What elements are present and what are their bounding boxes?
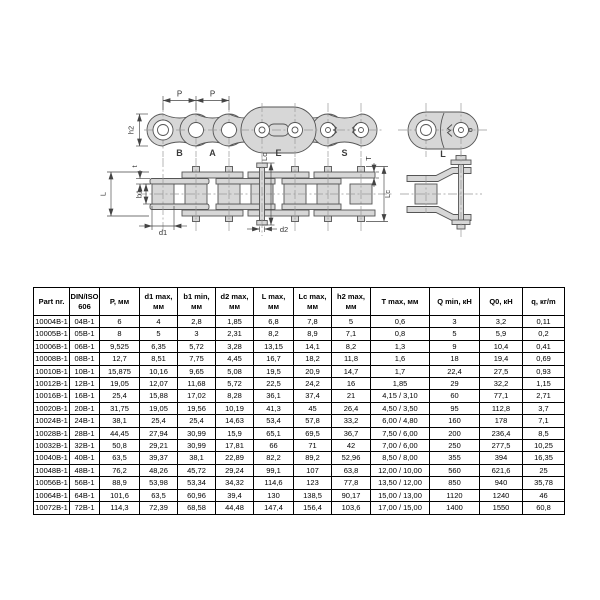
table-cell: 11,68 (178, 378, 216, 390)
table-cell: 107 (294, 464, 332, 476)
table-cell: 88,9 (100, 477, 140, 489)
table-cell: 1400 (430, 502, 480, 514)
table-cell: 6,8 (254, 316, 294, 328)
col-header-line1: d1 max, (144, 292, 173, 302)
dim-t (130, 165, 150, 193)
table-cell: 10012B-1 (35, 379, 68, 389)
table-cell: 22,89 (216, 452, 254, 464)
table-cell: 72,39 (140, 502, 178, 514)
table-cell: 25,4 (140, 415, 178, 427)
table-cell: 29,24 (216, 464, 254, 476)
table-cell: 3 (178, 328, 216, 340)
col-header-12 (523, 288, 565, 316)
table-cell: 250 (430, 440, 480, 452)
table-cell: 10005B-1 (35, 329, 68, 339)
table-cell: 04B-1 (70, 316, 100, 328)
dim-b1 (135, 184, 152, 204)
table-cell: 7,8 (294, 316, 332, 328)
table-cell: 38,1 (100, 415, 140, 427)
table-cell: 101,6 (100, 489, 140, 501)
col-header-line2: 606 (78, 301, 91, 311)
table-cell: 560 (430, 464, 480, 476)
link-label-e: E (275, 148, 282, 158)
table-cell: 15,88 (140, 390, 178, 402)
table-cell: 178 (480, 415, 523, 427)
dim-label-h2: h2 (126, 125, 136, 135)
table-cell: 3,28 (216, 340, 254, 352)
table-cell: 95 (430, 402, 480, 414)
table-row (34, 440, 565, 452)
dim-label-t-plate: T (364, 156, 373, 161)
chain-technical-drawing (0, 0, 600, 282)
table-cell: 8,2 (332, 340, 371, 352)
table-cell: 10056B-1 (35, 478, 68, 488)
table-cell: 60 (430, 390, 480, 402)
table-cell: 10048B-1 (35, 465, 68, 475)
table-cell: 41,3 (254, 402, 294, 414)
col-header-line1: DIN/ISO (70, 292, 99, 302)
table-cell: 12,07 (140, 378, 178, 390)
dim-label-lc-mid: Lc (260, 153, 269, 161)
table-cell: 20B-1 (70, 402, 100, 414)
table-header (34, 288, 565, 316)
table-cell: 48,26 (140, 464, 178, 476)
link-label-l: L (440, 149, 446, 159)
col-header-line1: q, кг/m (531, 296, 556, 306)
table-cell: 39,4 (216, 489, 254, 501)
table-cell: 394 (480, 452, 523, 464)
table-row (34, 340, 565, 352)
table-row (34, 464, 565, 476)
table-cell: 8,9 (294, 328, 332, 340)
table-cell: 24B-1 (70, 415, 100, 427)
table-cell: 72B-1 (70, 502, 100, 514)
table-cell: 236,4 (480, 427, 523, 439)
table-cell: 38,1 (178, 452, 216, 464)
table-cell: 18 (430, 353, 480, 365)
table-cell: 77,8 (332, 477, 371, 489)
table-cell: 27,5 (480, 365, 523, 377)
table-cell: 28B-1 (70, 427, 100, 439)
table-cell: 19,5 (254, 365, 294, 377)
table-cell: 123 (294, 477, 332, 489)
table-cell: 10,19 (216, 402, 254, 414)
dim-label-d2: d2 (279, 225, 289, 234)
table-cell: 16B-1 (70, 390, 100, 402)
table-cell: 52,96 (332, 452, 371, 464)
table-cell: 30,99 (178, 440, 216, 452)
dim-label-lc-right: Lc (383, 190, 392, 198)
table-body (34, 316, 565, 515)
table-cell: 53,98 (140, 477, 178, 489)
table-row (34, 390, 565, 402)
header-row (34, 288, 565, 316)
table-cell: 89,2 (294, 452, 332, 464)
table-cell: 71 (294, 440, 332, 452)
table-cell: 36,1 (254, 390, 294, 402)
table-cell: 5 (430, 328, 480, 340)
table-cell: 39,37 (140, 452, 178, 464)
table-cell: 19,4 (480, 353, 523, 365)
table-cell: 06B-1 (70, 340, 100, 352)
table-cell: 1,85 (371, 378, 430, 390)
col-header-3 (140, 288, 178, 316)
col-header-line2: мм (306, 301, 319, 311)
table-cell: 13,50 / 12,00 (371, 477, 430, 489)
table-cell: 17,02 (178, 390, 216, 402)
table-cell: 18,2 (294, 353, 332, 365)
table-cell: 60,96 (178, 489, 216, 501)
table-cell: 17,81 (216, 440, 254, 452)
table-cell: 1,15 (523, 378, 565, 390)
col-header-6 (254, 288, 294, 316)
table-cell: 12,7 (100, 353, 140, 365)
col-header-10 (430, 288, 480, 316)
side-view (127, 90, 383, 159)
table-cell: 10032B-1 (35, 441, 68, 451)
col-header-7 (294, 288, 332, 316)
table-cell: 7,50 / 6,00 (371, 427, 430, 439)
table-cell: 10,25 (523, 440, 565, 452)
col-header-line2: мм (190, 301, 203, 311)
table-cell: 34,32 (216, 477, 254, 489)
table-cell: 31,75 (100, 402, 140, 414)
table-cell: 10020B-1 (35, 403, 68, 413)
table-cell: 1550 (480, 502, 523, 514)
col-header-0 (34, 288, 70, 316)
table-row (34, 489, 565, 501)
table-cell: 12,00 / 10,00 (371, 464, 430, 476)
table-cell: 200 (430, 427, 480, 439)
table-cell: 99,1 (254, 464, 294, 476)
table-cell: 14,7 (332, 365, 371, 377)
table-row (34, 415, 565, 427)
table-cell: 156,4 (294, 502, 332, 514)
table-cell: 65,1 (254, 427, 294, 439)
table-cell: 8,5 (523, 427, 565, 439)
table-cell: 12B-1 (70, 378, 100, 390)
table-cell: 05B-1 (70, 328, 100, 340)
table-cell: 10,4 (480, 340, 523, 352)
table-cell: 36,7 (332, 427, 371, 439)
table-cell: 160 (430, 415, 480, 427)
table-cell: 16,35 (523, 452, 565, 464)
table-cell: 26,4 (332, 402, 371, 414)
table-cell: 0,69 (523, 353, 565, 365)
table-cell: 11,8 (332, 353, 371, 365)
table-cell: 44,48 (216, 502, 254, 514)
table-cell: 8,50 / 8,00 (371, 452, 430, 464)
table-cell: 8,28 (216, 390, 254, 402)
table-cell: 10028B-1 (35, 428, 68, 438)
dim-label-l: L (98, 191, 108, 197)
table-cell: 32,2 (480, 378, 523, 390)
table-cell: 63,5 (140, 489, 178, 501)
table-cell: 60,8 (523, 502, 565, 514)
table-cell: 9 (430, 340, 480, 352)
table-cell: 53,4 (254, 415, 294, 427)
table-cell: 90,17 (332, 489, 371, 501)
table-cell: 1,6 (371, 353, 430, 365)
table-cell: 68,58 (178, 502, 216, 514)
offset-link-side-view (398, 103, 488, 159)
col-header-line1: Q0, кН (489, 296, 513, 306)
dim-pitch (163, 90, 229, 111)
col-header-5 (216, 288, 254, 316)
plan-view (99, 153, 393, 237)
table-cell: 53,34 (178, 477, 216, 489)
table-cell: 4,50 / 3,50 (371, 402, 430, 414)
table-cell: 112,8 (480, 402, 523, 414)
table-cell: 103,6 (332, 502, 371, 514)
table-cell: 19,05 (140, 402, 178, 414)
table-cell: 138,5 (294, 489, 332, 501)
col-header-line1: d2 max, (220, 292, 249, 302)
table-row (34, 402, 565, 414)
table-cell: 15,875 (100, 365, 140, 377)
table-cell: 15,9 (216, 427, 254, 439)
table-cell: 16,7 (254, 353, 294, 365)
table-cell: 56B-1 (70, 477, 100, 489)
col-header-line1: P, мм (109, 296, 130, 306)
table-cell: 7,1 (523, 415, 565, 427)
link-label-a: A (209, 148, 216, 158)
table-cell: 63,8 (332, 464, 371, 476)
table-cell: 3,2 (480, 316, 523, 328)
table-cell: 0,11 (523, 316, 565, 328)
table-cell: 45,72 (178, 464, 216, 476)
table-cell: 37,4 (294, 390, 332, 402)
table-cell: 25,4 (100, 390, 140, 402)
table-cell: 277,5 (480, 440, 523, 452)
col-header-line2: мм (345, 301, 357, 311)
table-cell: 2,31 (216, 328, 254, 340)
table-cell: 13,15 (254, 340, 294, 352)
link-label-b: B (176, 148, 183, 158)
dim-d2 (247, 225, 288, 234)
table-cell: 21 (332, 390, 371, 402)
table-cell: 2,71 (523, 390, 565, 402)
link-label-s: S (341, 148, 348, 158)
col-header-1 (70, 288, 100, 316)
table-cell: 1120 (430, 489, 480, 501)
table-cell: 42 (332, 440, 371, 452)
table-cell: 8,51 (140, 353, 178, 365)
table-cell: 82,2 (254, 452, 294, 464)
table-cell: 64B-1 (70, 489, 100, 501)
table-cell: 3 (430, 316, 480, 328)
table-cell: 7,75 (178, 353, 216, 365)
offset-link-plan-view (400, 148, 482, 238)
table-cell: 9,65 (178, 365, 216, 377)
table-cell: 19,05 (100, 378, 140, 390)
table-cell: 850 (430, 477, 480, 489)
table-cell: 57,8 (294, 415, 332, 427)
table-cell: 08B-1 (70, 353, 100, 365)
table-cell: 25,4 (178, 415, 216, 427)
table-cell: 76,2 (100, 464, 140, 476)
table-cell: 2,8 (178, 316, 216, 328)
col-header-line1: L max, (261, 292, 286, 302)
table-cell: 63,5 (100, 452, 140, 464)
table-cell: 45 (294, 402, 332, 414)
table-cell: 19,56 (178, 402, 216, 414)
table-cell: 17,00 / 15,00 (371, 502, 430, 514)
table-cell: 7,1 (332, 328, 371, 340)
table-row (34, 477, 565, 489)
table-cell: 10040B-1 (35, 453, 68, 463)
table-cell: 9,525 (100, 340, 140, 352)
table-cell: 33,2 (332, 415, 371, 427)
table-cell: 4 (140, 316, 178, 328)
table-cell: 8 (100, 328, 140, 340)
table-cell: 6,35 (140, 340, 178, 352)
col-header-2 (100, 288, 140, 316)
col-header-8 (332, 288, 371, 316)
table-cell: 130 (254, 489, 294, 501)
table-cell: 20,9 (294, 365, 332, 377)
table-cell: 1240 (480, 489, 523, 501)
table-cell: 10004B-1 (35, 317, 68, 326)
table-row (34, 378, 565, 390)
table-cell: 10072B-1 (35, 503, 68, 513)
table-cell: 10006B-1 (35, 341, 68, 351)
table-cell: 77,1 (480, 390, 523, 402)
table-cell: 7,00 / 6,00 (371, 440, 430, 452)
table-cell: 0,41 (523, 340, 565, 352)
table-cell: 10008B-1 (35, 354, 68, 364)
col-header-line1: Q min, кН (437, 296, 472, 306)
col-header-line2: мм (152, 301, 165, 311)
col-header-11 (480, 288, 523, 316)
table-cell: 0,93 (523, 365, 565, 377)
table-row (34, 316, 565, 328)
table-cell: 5 (140, 328, 178, 340)
table-cell: 66 (254, 440, 294, 452)
table-cell: 0,2 (523, 328, 565, 340)
table-cell: 40B-1 (70, 452, 100, 464)
table-cell: 14,63 (216, 415, 254, 427)
col-header-line1: Part nr. (38, 296, 65, 306)
table-cell: 1,7 (371, 365, 430, 377)
table-cell: 10064B-1 (35, 490, 68, 500)
table-cell: 46 (523, 489, 565, 501)
col-header-line2: мм (228, 301, 241, 311)
table-cell: 0,8 (371, 328, 430, 340)
dim-label-p2: P (209, 89, 216, 99)
table-cell: 5,9 (480, 328, 523, 340)
table-cell: 29,21 (140, 440, 178, 452)
dim-label-p1: P (176, 89, 183, 99)
table-cell: 1,85 (216, 316, 254, 328)
table-cell: 10016B-1 (35, 391, 68, 401)
table-cell: 6 (100, 316, 140, 328)
table-cell: 69,5 (294, 427, 332, 439)
col-header-4 (178, 288, 216, 316)
col-header-9 (371, 288, 430, 316)
table-cell: 10010B-1 (35, 366, 68, 376)
table-row (34, 452, 565, 464)
table-cell: 48B-1 (70, 464, 100, 476)
table-cell: 25 (523, 464, 565, 476)
table-cell: 30,99 (178, 427, 216, 439)
table-cell: 940 (480, 477, 523, 489)
table-cell: 5,72 (178, 340, 216, 352)
table-cell: 5,72 (216, 378, 254, 390)
table-row (34, 502, 565, 514)
table-cell: 10024B-1 (35, 416, 68, 426)
dim-t-plate (364, 156, 379, 187)
table-row (34, 328, 565, 340)
table-cell: 4,15 / 3,10 (371, 390, 430, 402)
dim-label-d1: d1 (158, 228, 168, 237)
table-cell: 14,1 (294, 340, 332, 352)
table-cell: 0,6 (371, 316, 430, 328)
table-cell: 27,94 (140, 427, 178, 439)
table-cell: 44,45 (100, 427, 140, 439)
col-header-line2: мм (267, 301, 280, 311)
table-row (34, 365, 565, 377)
table-cell: 355 (430, 452, 480, 464)
table-cell: 35,78 (523, 477, 565, 489)
dim-label-t: t (130, 165, 139, 168)
table-cell: 15,00 / 13,00 (371, 489, 430, 501)
table-cell: 50,8 (100, 440, 140, 452)
col-header-line1: T max, мм (381, 296, 419, 306)
table-row (34, 427, 565, 439)
chain-dimensions-table (33, 287, 565, 515)
table-cell: 114,3 (100, 502, 140, 514)
table-cell: 29 (430, 378, 480, 390)
table-row (34, 353, 565, 365)
table-cell: 1,3 (371, 340, 430, 352)
col-header-line1: Lc max, (298, 292, 327, 302)
table-cell: 22,4 (430, 365, 480, 377)
col-header-line1: b1 min, (183, 292, 210, 302)
table-cell: 147,4 (254, 502, 294, 514)
dim-label-b1: b1 (134, 189, 144, 199)
table-cell: 621,6 (480, 464, 523, 476)
table-cell: 10,16 (140, 365, 178, 377)
table-cell: 5 (332, 316, 371, 328)
table-cell: 22,5 (254, 378, 294, 390)
table-cell: 3,7 (523, 402, 565, 414)
table-cell: 32B-1 (70, 440, 100, 452)
table-cell: 24,2 (294, 378, 332, 390)
table-cell: 114,6 (254, 477, 294, 489)
table-cell: 5,08 (216, 365, 254, 377)
table-cell: 4,45 (216, 353, 254, 365)
table-cell: 10B-1 (70, 365, 100, 377)
table-cell: 6,00 / 4,80 (371, 415, 430, 427)
col-header-line1: h2 max, (337, 292, 365, 302)
table-cell: 16 (332, 378, 371, 390)
table-cell: 8,2 (254, 328, 294, 340)
